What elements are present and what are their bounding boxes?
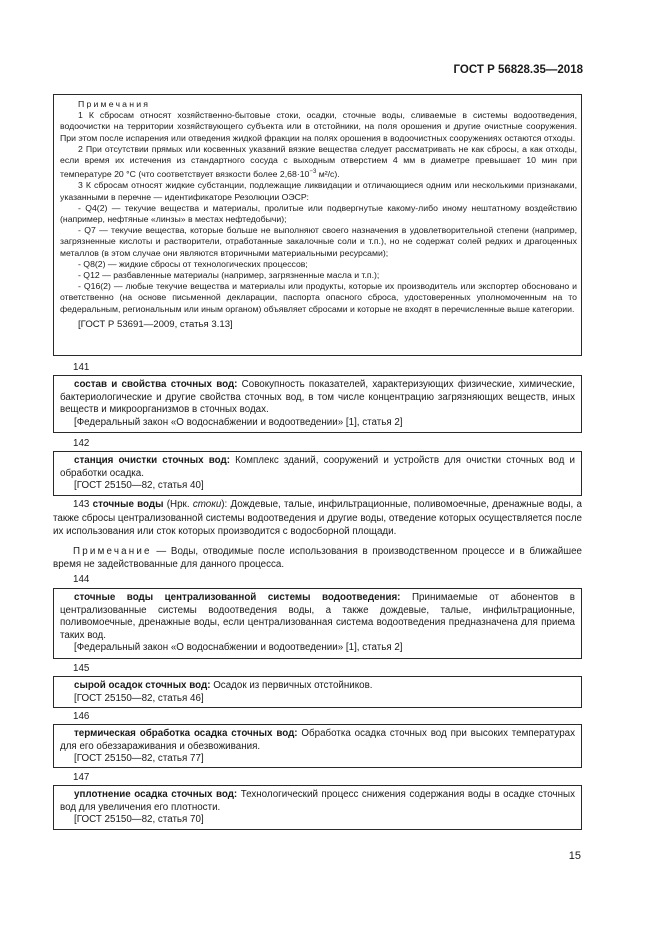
term-text: Осадок из первичных отстойников. (210, 680, 373, 691)
term-text: Принимаемые от абонентов в централизованные системы водоотведения воды, а также дождевые, талые, инфильтрационные, поливомоечные, дренажные воды, если централизованная система водоотведения предназначена для приема таких вод. (60, 592, 575, 641)
term-entry-146 (53, 724, 582, 768)
term-source: [Федеральный закон «О водоснабжении и водоотведении» [1], статья 2] (74, 642, 403, 654)
term-abbr-close: ): (221, 499, 228, 510)
term-name: уплотнение осадка сточных вод: (74, 789, 238, 800)
term-name: станция очистки сточных вод: (74, 455, 230, 466)
term-entry-141 (53, 375, 582, 433)
term-number-141: 141 (73, 362, 90, 373)
term-number-142: 142 (73, 438, 90, 449)
term-number-147: 147 (73, 772, 90, 783)
list-item: - Q8(2) — жидкие сбросы от технологических процессов; (78, 258, 308, 269)
list-item: - Q16(2) — любые текучие вещества и материалы или продукты, которые их производитель или экспортер обосновано и ответственно (на основе письменной декларации, паспорта опасного сброса, удостоверенных уполномоченным на то федеральным, региональным или иным органом) объявляет сбросами и которые не входят в перечисленные выше категории. (60, 281, 577, 314)
term-definition (53, 498, 582, 539)
term-definition (60, 455, 575, 480)
term-entry-144 (53, 588, 582, 659)
term-entry-142 (53, 451, 582, 496)
notes-block (53, 94, 582, 356)
term-text: Обработка осадка сточных вод при высоких температурах для его обеззараживания и обезвоживания. (60, 728, 575, 752)
note-text: — Воды, отводимые после использования в производственном процессе и в ближайшее время не задействованные для данного процесса. (53, 545, 582, 571)
note-label: Примечание (73, 545, 152, 557)
term-number-145: 145 (73, 663, 90, 674)
term-number-144: 144 (73, 574, 90, 585)
term-name: термическая обработка осадка сточных вод: (74, 728, 298, 739)
term-definition (60, 592, 575, 642)
term-text: Совокупность показателей, характеризующих физические, химические, бактериологические и другие свойства сточных вод, в том числе концентрацию загрязняющих веществ, иных веществ и микроорганизмов в сточных водах. (60, 379, 575, 416)
term-text: Комплекс зданий, сооружений и устройств для очистки сточных вод и обработки осадка. (60, 455, 576, 479)
notes-heading: Примечания (78, 99, 151, 109)
term-text: Технологический процесс снижения содержания воды в осадке сточных вод для увеличения его плотности. (60, 789, 575, 813)
list-item: - Q7 — текучие вещества, которые больше не выполняют своего назначения в удовлетворительной степени (например, загрязненные кислоты и растворители, отработанные закалочные соли и т.п.), но не содержат солей редких и драгоценных металлов (в этом случае они являются вторичными материальными ресурсами); (60, 225, 577, 258)
term-entry-143 (53, 498, 582, 572)
list-item: - Q4(2) — текучие вещества и материалы, пролитые или подвергнутые какому-либо иному нештатному воздействию (например, нефтяные «линзы» в местах нефтедобычи); (60, 202, 577, 224)
page-number: 15 (568, 850, 581, 862)
term-definition (60, 728, 575, 753)
term-entry-145 (53, 676, 582, 708)
term-definition (60, 379, 575, 417)
term-number-143: 143 (73, 499, 90, 510)
notes-source: [ГОСТ Р 53691—2009, статья 3.13] (78, 318, 233, 330)
term-number-146: 146 (73, 711, 90, 722)
term-note (53, 545, 582, 572)
list-item: - Q12 — разбавленные материалы (например, загрязненные масла и т.п.); (78, 269, 380, 280)
term-abbr: стоки (192, 499, 222, 510)
note-paragraph-2 (60, 144, 577, 181)
term-source: [Федеральный закон «О водоснабжении и водоотведении» [1], статья 2] (74, 416, 403, 428)
term-name: сточные воды (92, 499, 164, 510)
note-paragraph-2-text: 2 При отсутствии прямых или косвенных указаний вязкие вещества следует рассматривать не как сбросы, а как отходы, если время их истечения из стандартного сосуда с выходным отверстием 4 мм в диаметре превышает 10 мин при температуре 20 °С (что соответствует вязкости более 2,68·10 (60, 143, 577, 180)
term-entry-147 (53, 785, 582, 830)
term-source: [ГОСТ 25150—82, статья 77] (74, 753, 204, 765)
term-abbr-open: (Нрк. (163, 499, 193, 510)
term-definition (60, 680, 575, 693)
note-paragraph-2-unit: м²/с). (316, 169, 340, 180)
term-source: [ГОСТ 25150—82, статья 70] (74, 814, 204, 826)
document-header: ГОСТ Р 56828.35—2018 (453, 64, 583, 76)
term-source: [ГОСТ 25150—82, статья 40] (74, 480, 204, 492)
note-paragraph-3: 3 К сбросам относят жидкие субстанции, подлежащие ликвидации и отличающиеся одним или несколькими признаками, указанными в перечне — идентификаторе Резолюции ОЭСР: (60, 180, 577, 202)
term-name: сырой осадок сточных вод: (74, 680, 211, 691)
note-paragraph-2-exponent: −3 (309, 168, 317, 176)
note-paragraph-1: 1 К сбросам относят хозяйственно-бытовые стоки, осадки, сточные воды, сливаемые в системы водоотведения, водоочистки на территории хозяйствующего субъекта или в отстойники, на поля орошения и другие очистные сооружения. При этом после испарения или отведения жидкой фракции на полях орошения в водоочистных сооружениях остаются отходы. (60, 110, 577, 143)
term-definition (60, 789, 575, 814)
term-name: состав и свойства сточных вод: (74, 379, 238, 390)
term-source: [ГОСТ 25150—82, статья 46] (74, 692, 204, 704)
term-name: сточные воды централизованной системы водоотведения: (74, 592, 401, 603)
term-text: Дождевые, талые, инфильтрационные, поливомоечные, дренажные воды, а также сбросы централизованной системы водоотведения и другие воды, отведение которых осуществляется после их использования или сток которых производится с водосборной площади. (53, 499, 582, 538)
